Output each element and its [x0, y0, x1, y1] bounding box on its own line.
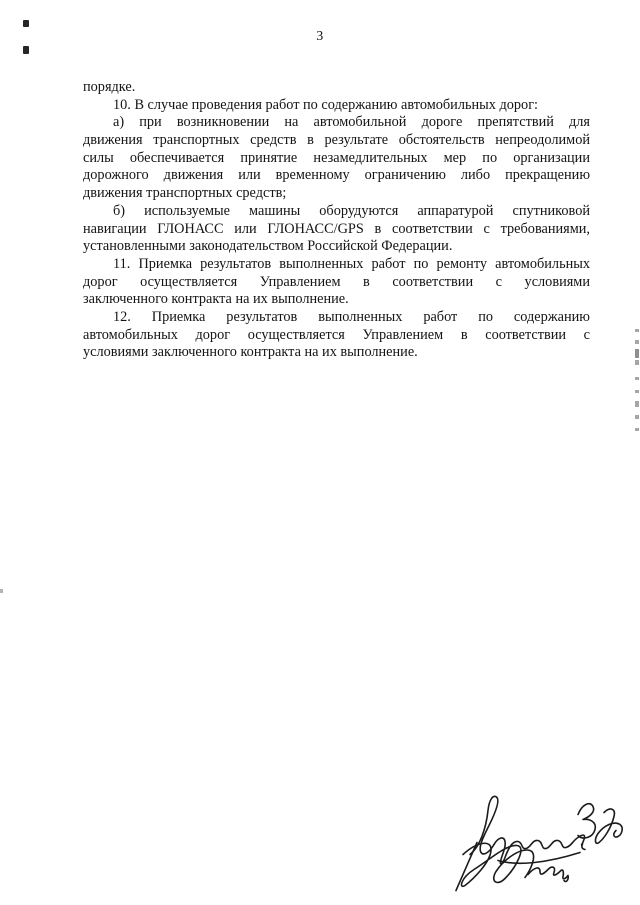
scan-artifact [635, 377, 639, 380]
text-line: 11. Приемка результатов выполненных работ по ремонту автомобильных [113, 255, 590, 272]
text-line: движения транспортных средств в результате обстоятельств непреодолимой [83, 132, 590, 149]
scan-artifact [23, 20, 29, 27]
text-line: дорожного движения или временному ограничению либо прекращению [83, 167, 590, 184]
scan-artifact [23, 46, 29, 54]
text-line: б) используемые машины оборудуются аппаратурой спутниковой [113, 202, 590, 219]
signature-drawing [430, 783, 630, 901]
scan-artifact [0, 589, 3, 593]
text-line: силы обеспечивается принятие незамедлительных мер по организации [83, 149, 590, 166]
text-line: движения транспортных средств; [83, 185, 287, 202]
document-text [83, 79, 590, 362]
scan-artifact [635, 428, 639, 431]
text-line: навигации ГЛОНАСС или ГЛОНАСС/GPS в соответствии с требованиями, [83, 220, 590, 237]
text-line: дорог осуществляется Управлением в соответствии с условиями [83, 273, 590, 290]
scan-artifact [635, 360, 639, 365]
text-line: установленными законодательством Российской Федерации. [83, 238, 453, 255]
scan-artifact [635, 401, 639, 407]
page-number: 3 [316, 29, 324, 44]
text-line: а) при возникновении на автомобильной дороге препятствий для [113, 114, 590, 131]
scan-artifact [635, 329, 639, 332]
text-line: 10. В случае проведения работ по содержанию автомобильных дорог: [113, 96, 539, 113]
handwritten-signature [430, 783, 630, 901]
text-line: 12. Приемка результатов выполненных работ по содержанию [113, 308, 590, 325]
text-line: условиями заключенного контракта на их выполнение. [83, 344, 418, 361]
scan-artifact [635, 390, 639, 393]
text-line: автомобильных дорог осуществляется Управлением в соответствии с [83, 326, 590, 343]
scan-artifact [635, 415, 639, 419]
scan-artifact [635, 349, 639, 358]
scan-artifact [635, 340, 639, 344]
text-line: порядке. [83, 79, 136, 95]
text-line: заключенного контракта на их выполнение. [83, 291, 349, 308]
